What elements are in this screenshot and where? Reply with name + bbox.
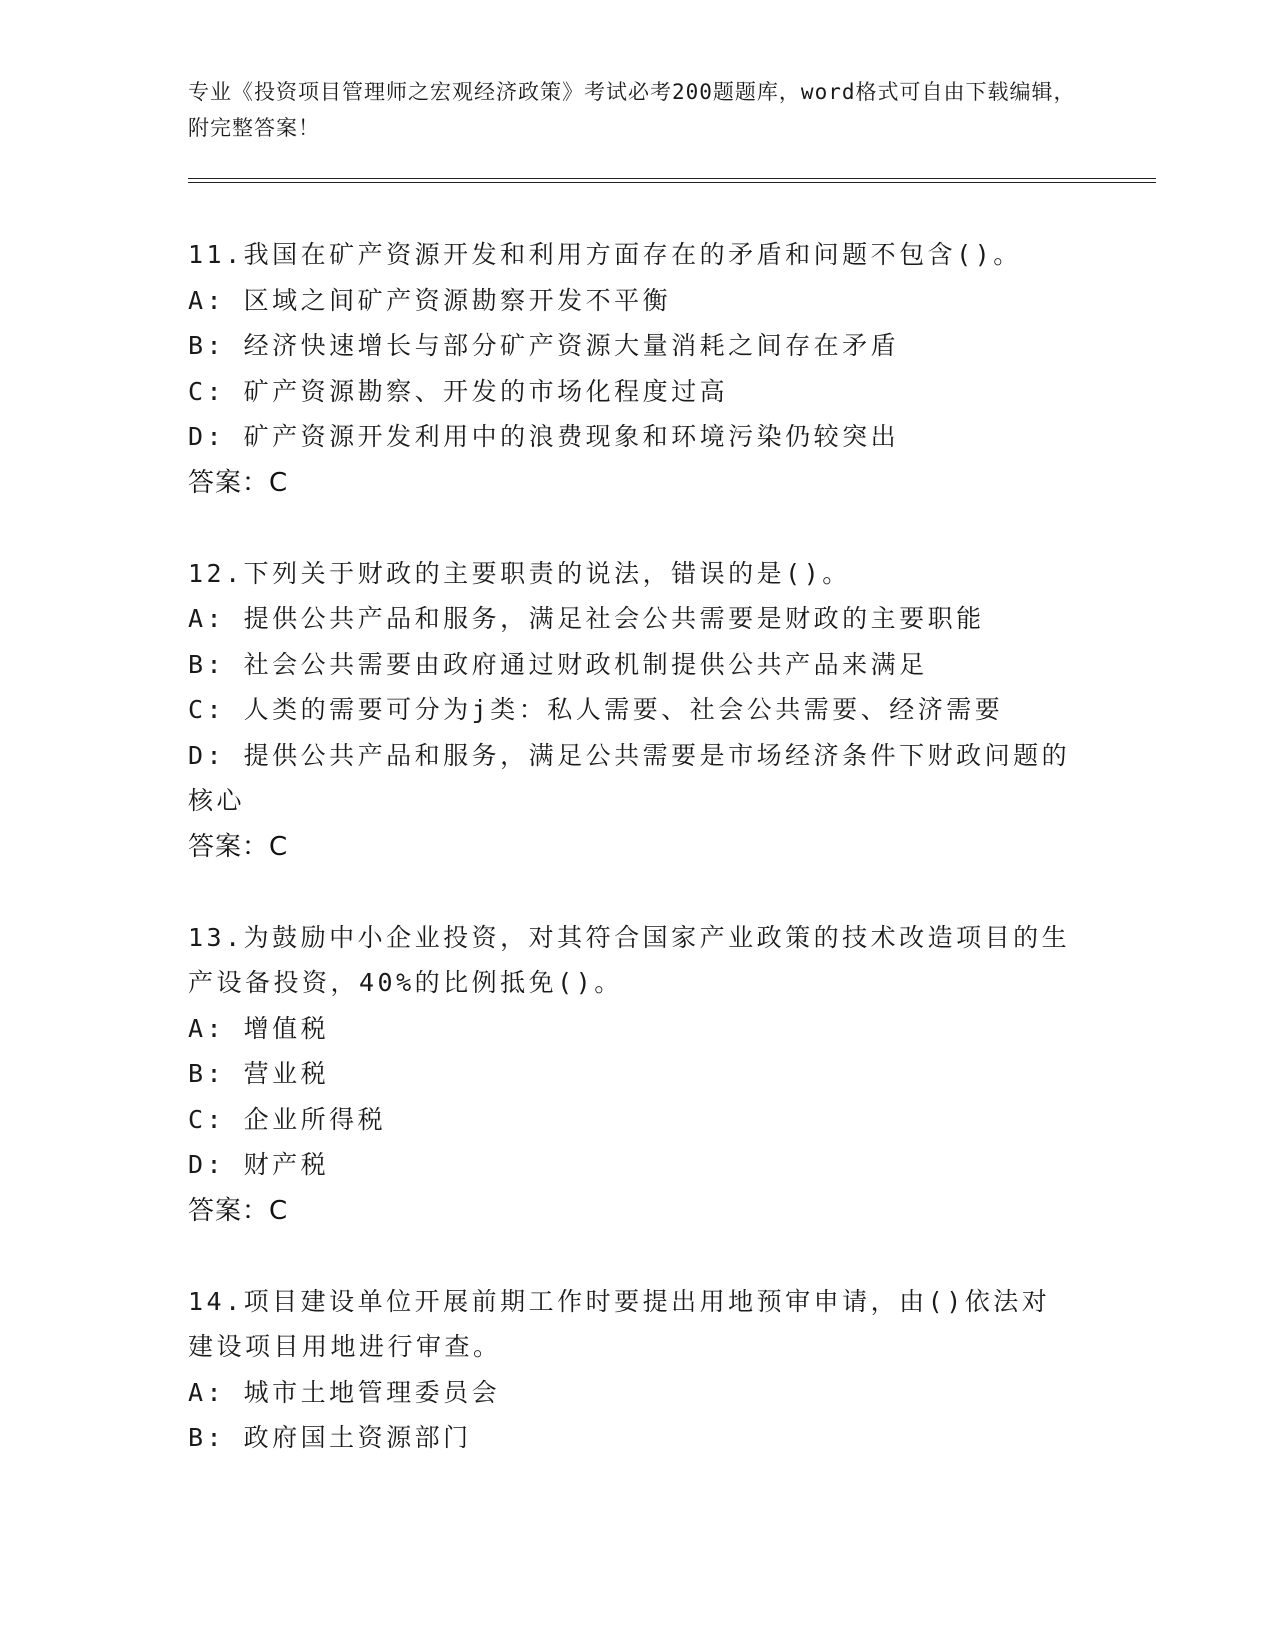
question-13 — [188, 915, 1088, 1234]
option-a: A: 增值税 — [188, 1013, 330, 1043]
question-14 — [188, 1279, 1088, 1461]
option-b: B: 经济快速增长与部分矿产资源大量消耗之间存在矛盾 — [188, 331, 900, 360]
question-stem: 12.下列关于财政的主要职责的说法，错误的是()。 — [188, 558, 851, 588]
option-b: B: 政府国土资源部门 — [188, 1423, 472, 1452]
option-a: A: 城市土地管理委员会 — [188, 1377, 501, 1407]
answer: 答案：C — [188, 1195, 289, 1226]
header-rule-bottom — [188, 182, 1156, 183]
header-rule-top — [188, 178, 1156, 179]
option-b: B: 营业税 — [188, 1059, 330, 1088]
question-stem: 13.为鼓励中小企业投资，对其符合国家产业政策的技术改造项目的生产设备投资，40%的比例抵免()。 — [188, 922, 1071, 997]
option-c: C: 企业所得税 — [188, 1104, 387, 1134]
option-b: B: 社会公共需要由政府通过财政机制提供公共产品来满足 — [188, 649, 928, 679]
option-c: C: 矿产资源勘察、开发的市场化程度过高 — [188, 376, 729, 406]
option-c: C: 人类的需要可分为j类：私人需要、社会公共需要、经济需要 — [188, 695, 1004, 724]
document-header: 专业《投资项目管理师之宏观经济政策》考试必考200题题库，word格式可自由下载编辑，附完整答案！ — [188, 80, 1076, 140]
option-a: A: 提供公共产品和服务，满足社会公共需要是财政的主要职能 — [188, 604, 985, 633]
question-stem: 11.我国在矿产资源开发和利用方面存在的矛盾和问题不包含()。 — [188, 240, 1022, 269]
option-a: A: 区域之间矿产资源勘察开发不平衡 — [188, 285, 672, 315]
answer: 答案：C — [188, 831, 289, 862]
question-11 — [188, 232, 1088, 506]
option-d: D: 提供公共产品和服务，满足公共需要是市场经济条件下财政问题的核心 — [188, 740, 1071, 815]
option-d: D: 财产税 — [188, 1150, 330, 1179]
question-stem: 14.项目建设单位开展前期工作时要提出用地预审申请，由()依法对建设项目用地进行审查。 — [188, 1286, 1051, 1361]
option-d: D: 矿产资源开发利用中的浪费现象和环境污染仍较突出 — [188, 422, 900, 451]
answer: 答案：C — [188, 467, 289, 498]
question-12 — [188, 551, 1088, 870]
question-list — [188, 232, 1088, 1506]
